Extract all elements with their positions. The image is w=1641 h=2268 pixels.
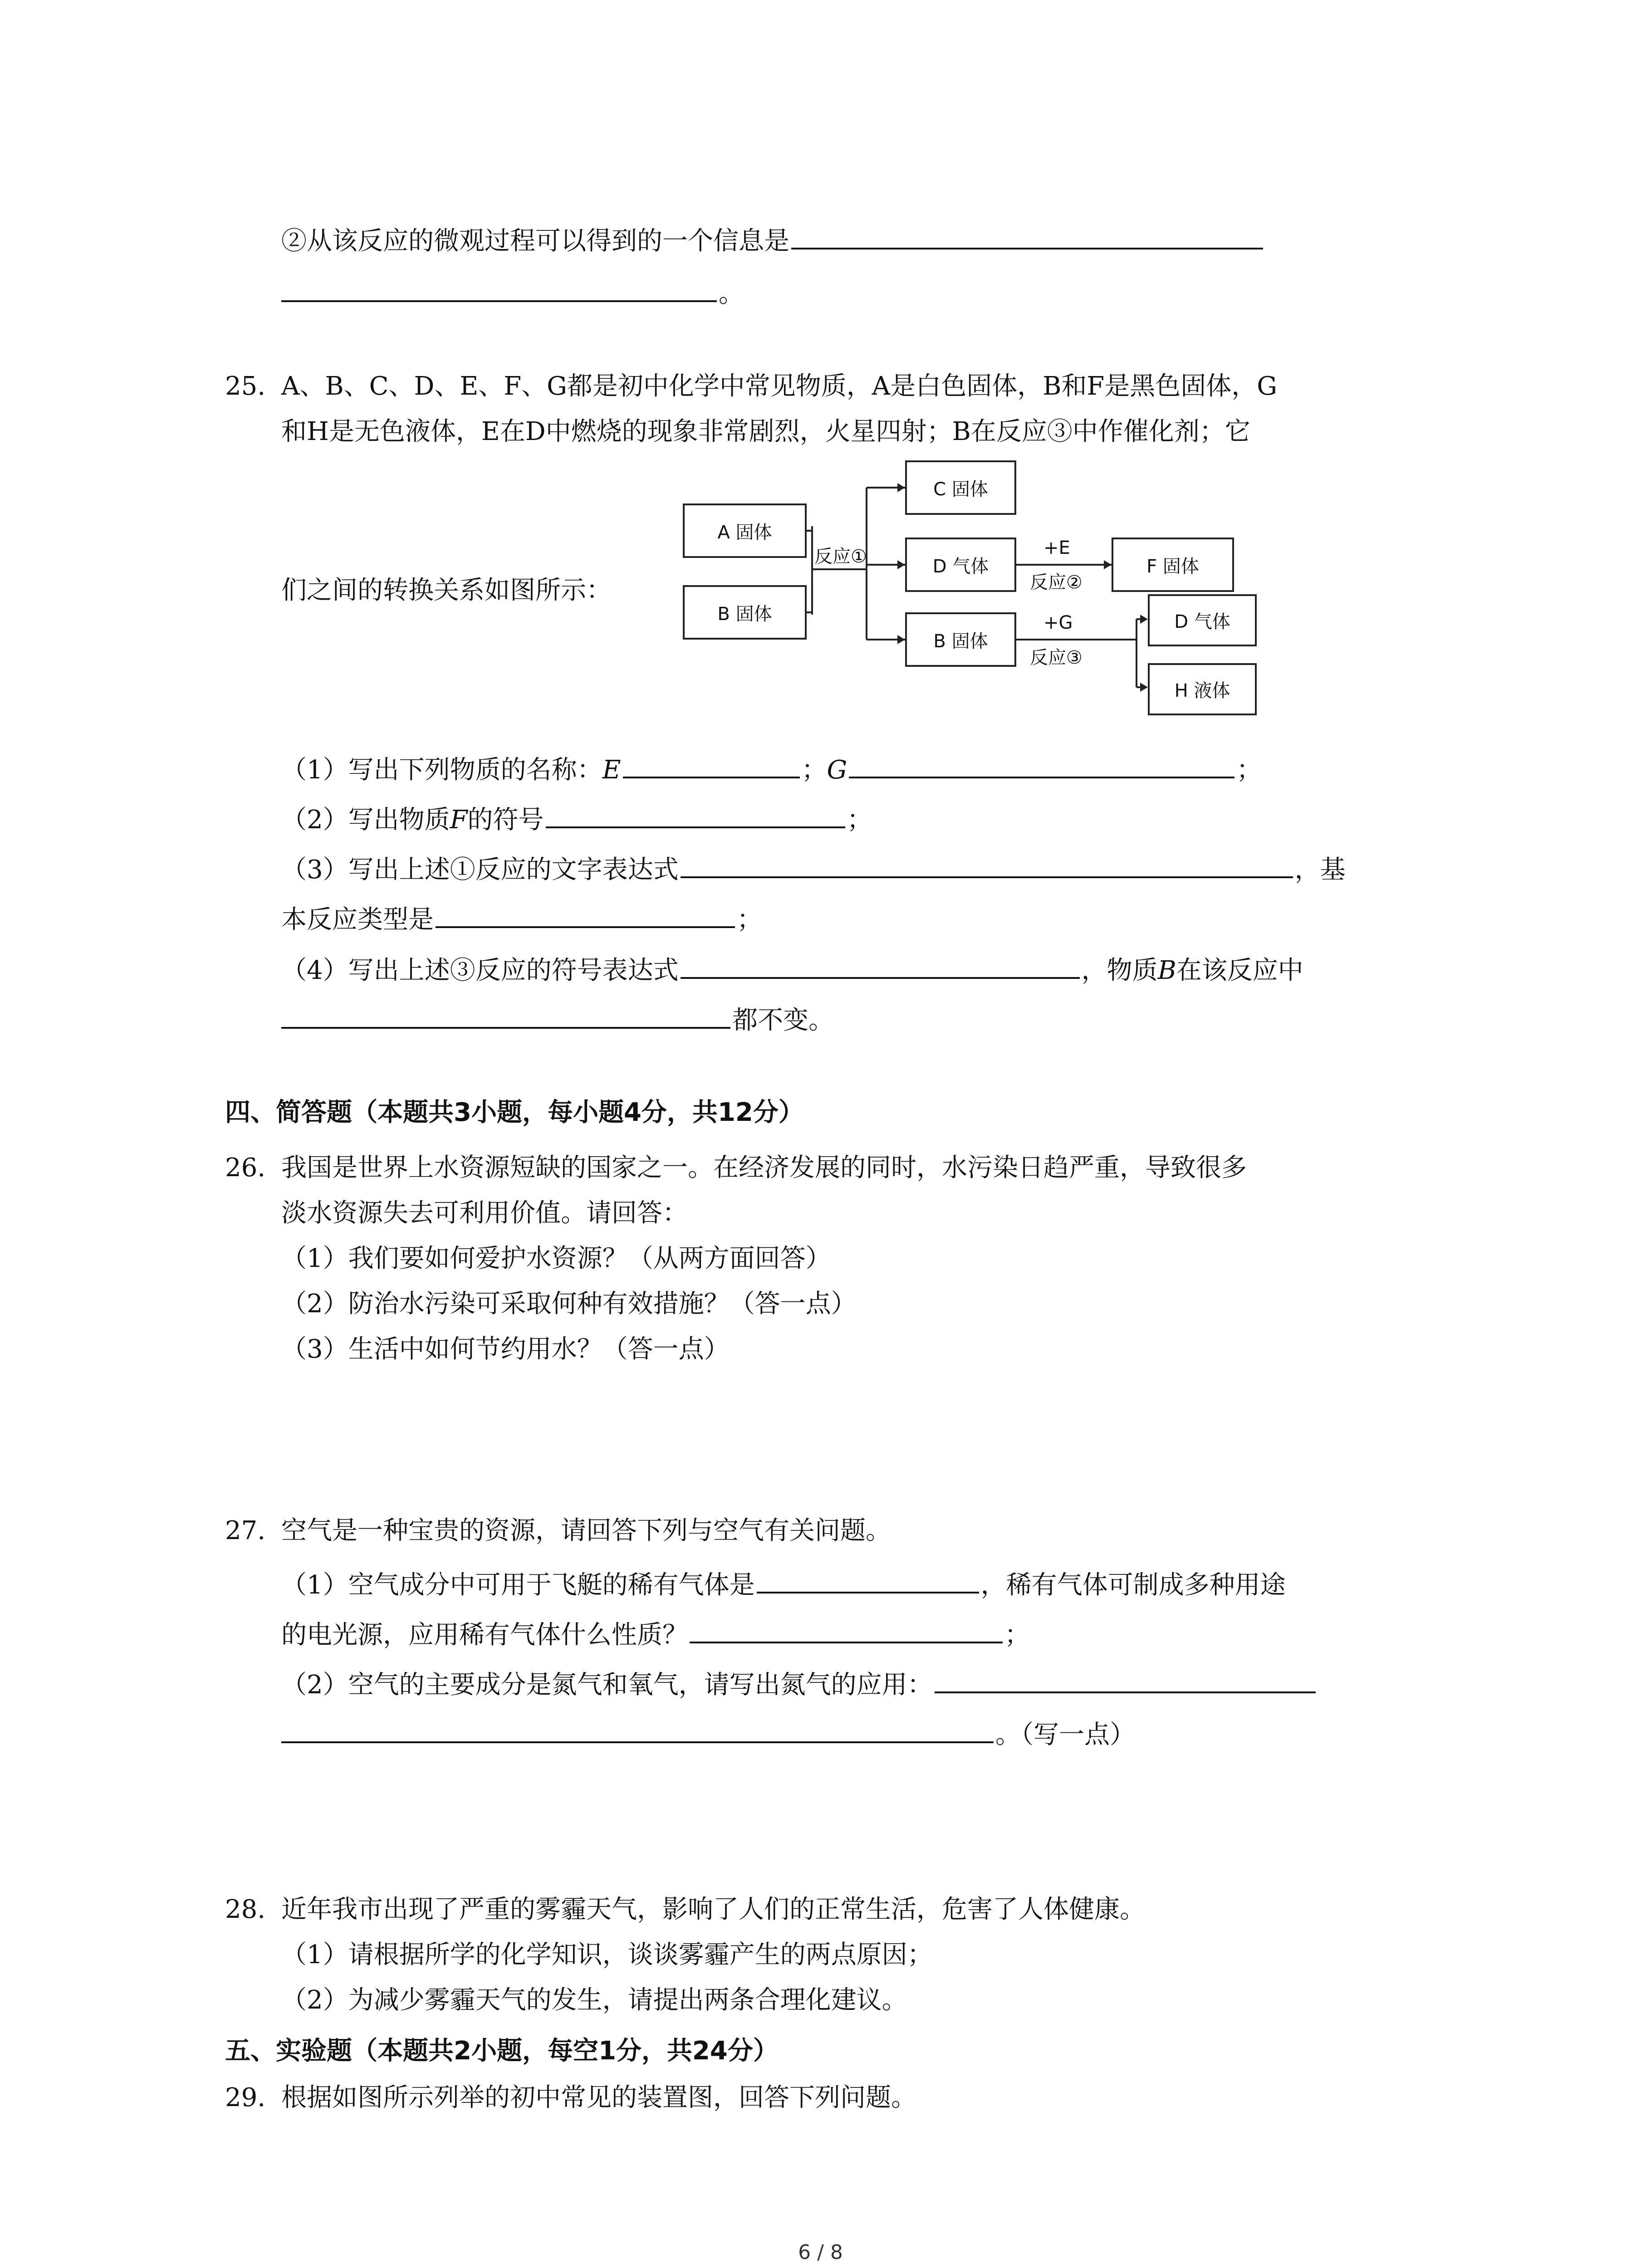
q25-sub4-cont: [281, 998, 834, 1039]
q27-sub1-text: （1）空气成分中可用于飞艇的稀有气体是: [281, 1570, 755, 1600]
diagram-box-b-solid-2: B 固体: [905, 612, 1016, 667]
q24-answer-blank-2[interactable]: [281, 271, 717, 302]
q28-num: 28.: [225, 1895, 266, 1924]
diagram-label-plus-e: +E: [1043, 538, 1070, 558]
section-5-heading: 五、实验题（本题共2小题，每空1分，共24分）: [225, 2036, 779, 2066]
q27-sub2-blank-2[interactable]: [281, 1712, 994, 1743]
q25-sub3-text-b: ，基: [1294, 855, 1346, 885]
diagram-label-plus-g: +G: [1043, 612, 1073, 633]
q25-sub1-e: E: [602, 755, 621, 785]
q28-sub2: （2）为减少雾霾天气的发生，请提出两条合理化建议。: [281, 1985, 907, 2015]
q25-sub1: [281, 748, 1262, 788]
q26-line2: 淡水资源失去可利用价值。请回答：: [281, 1198, 688, 1228]
q25-sub4-b: B: [1157, 956, 1176, 985]
q25-sub2-end: ；: [847, 805, 872, 835]
q24-end: 。: [719, 279, 744, 308]
q25-sub2-blank[interactable]: [546, 797, 845, 828]
q26-line1: 我国是世界上水资源短缺的国家之一。在经济发展的同时，水污染日趋严重，导致很多: [281, 1153, 1247, 1183]
diagram-box-a-solid: A 固体: [683, 503, 807, 558]
q25-line3: 们之间的转换关系如图所示：: [281, 576, 612, 605]
q27-sub1-cont: [281, 1613, 1030, 1653]
q25-sub4-text-c: 在该反应中: [1176, 956, 1303, 985]
q25-sub4-blank-2[interactable]: [281, 998, 730, 1029]
q27-sub1: [281, 1563, 1286, 1603]
q25-sub1-g: G: [827, 755, 847, 785]
q25-sub3-blank-2[interactable]: [436, 897, 735, 928]
q25-sub3-text: （3）写出上述①反应的文字表达式: [281, 855, 679, 885]
q24-sub2-cont: [281, 271, 744, 312]
q27-sub2-end: 。（写一点）: [995, 1720, 1135, 1750]
q26-sub1: （1）我们要如何爱护水资源？（从两方面回答）: [281, 1244, 831, 1273]
q25-sub2-text: （2）写出物质: [281, 805, 450, 835]
q25-sub4: [281, 948, 1303, 989]
q24-answer-blank-1[interactable]: [791, 219, 1263, 249]
q25-sub4-end: 都不变。: [732, 1006, 834, 1035]
q25-sub4-text: （4）写出上述③反应的符号表达式: [281, 956, 679, 985]
q25-sub4-text-b: ，物质: [1081, 956, 1158, 985]
q26-sub2: （2）防治水污染可采取何种有效措施？（答一点）: [281, 1289, 857, 1319]
q27-line1: 空气是一种宝贵的资源，请回答下列与空气有关问题。: [281, 1516, 891, 1545]
q29-num: 29.: [225, 2083, 266, 2112]
q25-sub2: [281, 797, 872, 838]
q26-sub3: （3）生活中如何节约用水？（答一点）: [281, 1334, 730, 1364]
q27-sub2: [281, 1662, 1318, 1703]
q25-sub2-text-b: 的符号: [467, 805, 544, 835]
diagram-box-h-liquid: H 液体: [1148, 663, 1257, 715]
q29-line1: 根据如图所示列举的初中常见的装置图，回答下列问题。: [281, 2083, 916, 2112]
diagram-box-b-solid: B 固体: [683, 585, 807, 640]
q27-num: 27.: [225, 1516, 266, 1545]
q25-sub3: [281, 847, 1346, 888]
q25-sub1-end: ；: [1236, 755, 1262, 785]
q27-sub1-blank-1[interactable]: [757, 1563, 979, 1593]
q24-sub2: [281, 219, 1265, 259]
q27-sub2-blank-1[interactable]: [935, 1662, 1316, 1693]
diagram-label-reaction-1: 反应①: [814, 546, 867, 567]
q25-sub1-blank-g[interactable]: [849, 748, 1234, 778]
diagram-box-d-gas-2: D 气体: [1148, 594, 1257, 646]
q25-sub2-f: F: [450, 805, 468, 835]
q28-line1: 近年我市出现了严重的雾霾天气，影响了人们的正常生活，危害了人体健康。: [281, 1895, 1145, 1924]
q28-sub1: （1）请根据所学的化学知识，谈谈雾霾产生的两点原因；: [281, 1940, 933, 1970]
q25-sub1-blank-e[interactable]: [623, 748, 800, 778]
diagram-label-reaction-3: 反应③: [1030, 647, 1083, 668]
q25-line2: 和H是无色液体，E在D中燃烧的现象非常剧烈，火星四射；B在反应③中作催化剂；它: [281, 417, 1250, 446]
q27-sub1-text-c: 的电光源，应用稀有气体什么性质？: [281, 1620, 688, 1650]
q25-num: 25.: [225, 371, 266, 401]
q27-sub1-blank-2[interactable]: [690, 1613, 1003, 1643]
q25-sub1-sep: ；: [801, 755, 827, 785]
q25-line1: A、B、C、D、E、F、G都是初中化学中常见物质，A是白色固体，B和F是黑色固体，G: [281, 371, 1277, 401]
q25-sub1-text: （1）写出下列物质的名称：: [281, 755, 603, 785]
q25-sub3-end: ；: [737, 905, 762, 934]
q27-sub1-text-b: ，稀有气体可制成多种用途: [980, 1570, 1286, 1600]
section-4-heading: 四、简答题（本题共3小题，每小题4分，共12分）: [225, 1098, 804, 1127]
q25-sub3-blank-1[interactable]: [681, 847, 1293, 878]
q24-sub2-text: ②从该反应的微观过程可以得到的一个信息是: [281, 226, 789, 256]
q27-sub2-cont: [281, 1712, 1135, 1753]
diagram-label-reaction-2: 反应②: [1030, 572, 1083, 593]
page-number: 6 / 8: [798, 2241, 843, 2264]
q25-sub3-text-c: 本反应类型是: [281, 905, 434, 934]
q27-sub2-text: （2）空气的主要成分是氮气和氧气，请写出氮气的应用：: [281, 1670, 933, 1700]
diagram-box-f-solid: F 固体: [1112, 538, 1234, 592]
q27-sub1-end: ；: [1004, 1620, 1030, 1650]
q25-sub3-cont: [281, 897, 762, 938]
diagram-box-d-gas: D 气体: [905, 538, 1016, 592]
q26-num: 26.: [225, 1153, 266, 1183]
diagram-box-c-solid: C 固体: [905, 460, 1016, 515]
q25-sub4-blank-1[interactable]: [681, 948, 1080, 979]
